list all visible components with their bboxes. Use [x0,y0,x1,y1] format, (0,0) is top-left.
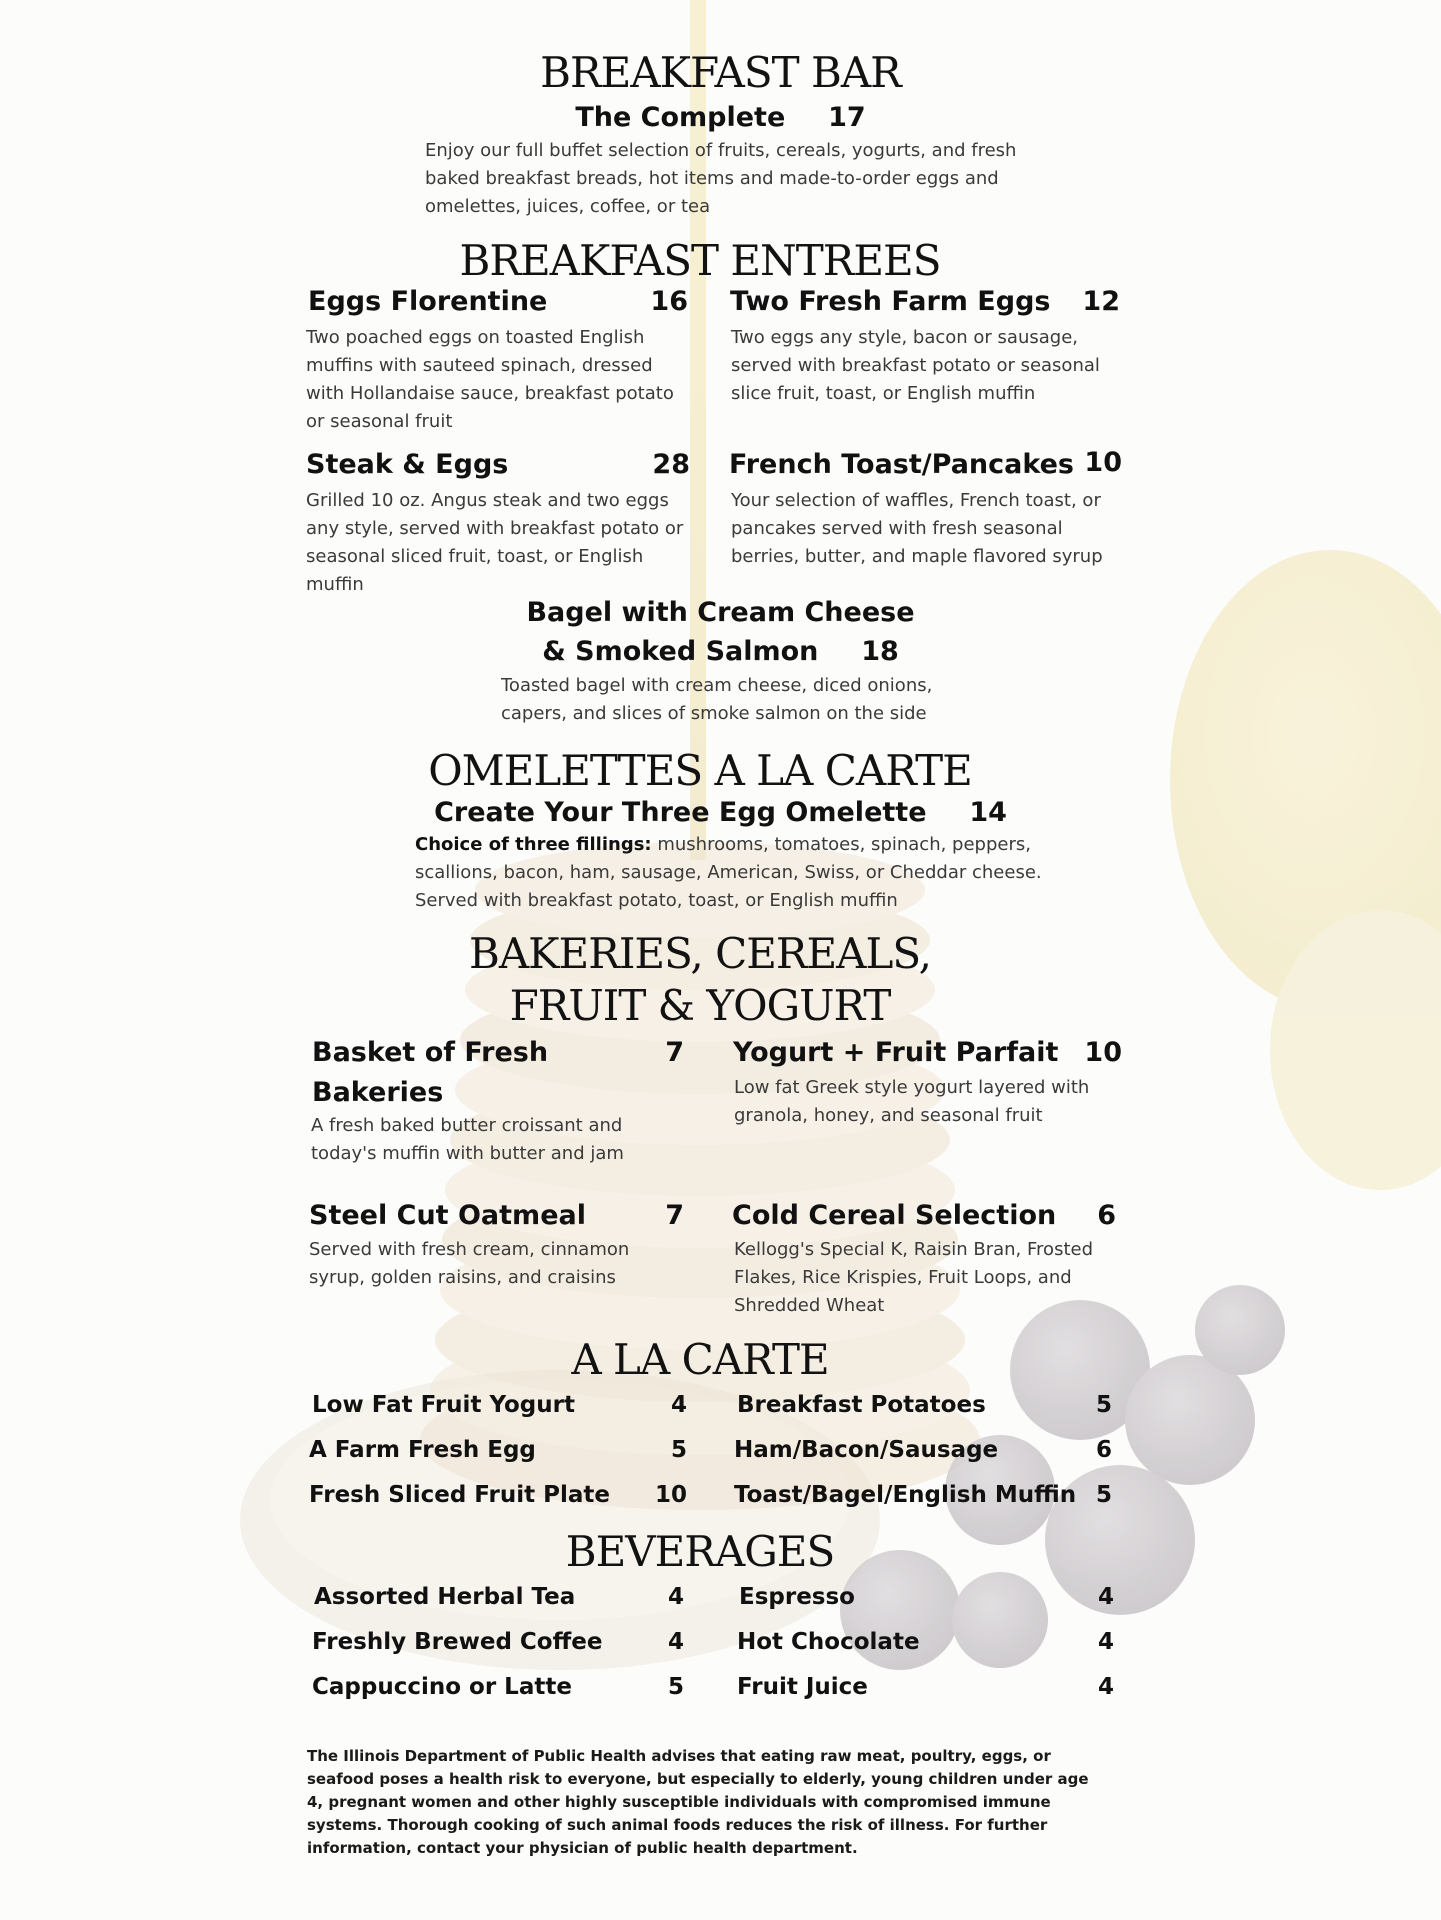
item-name-french-toast-pancakes: French Toast/Pancakes [729,449,1074,480]
fillings-text: mushrooms, tomatoes, spinach, peppers, scallions, bacon, ham, sausage, American, Swiss, or Cheddar cheese. Served with breakfast potato, toast, or English muffin [415,834,1042,911]
item-price-fruit-juice: 4 [1097,1674,1114,1700]
item-name-eggs-florentine: Eggs Florentine [308,286,548,317]
item-price-breakfast-potatoes: 5 [1095,1392,1112,1418]
item-name-breakfast-potatoes: Breakfast Potatoes [737,1392,986,1418]
item-price-steel-cut-oatmeal: 7 [665,1200,684,1231]
item-name-steak-and-eggs: Steak & Eggs [306,449,509,480]
section-title-omelettes: OMELETTES A LA CARTE [428,746,972,795]
item-price-toast-bagel-muffin: 5 [1095,1482,1112,1508]
item-description: Enjoy our full buffet selection of fruits, cereals, yogurts, and fresh baked breakfast breads, hot items and made-to-order eggs and omelettes, juices, coffee, or tea [425,140,1017,217]
item-price-farm-fresh-egg: 5 [670,1437,687,1463]
item-price-low-fat-yogurt: 4 [670,1392,687,1418]
item-price: 18 [861,636,899,667]
item-name-brewed-coffee: Freshly Brewed Coffee [312,1629,603,1655]
item-price-yogurt-parfait: 10 [1084,1037,1122,1068]
item-name-hot-chocolate: Hot Chocolate [737,1629,920,1655]
item-price: 14 [969,797,1007,828]
health-disclaimer: The Illinois Department of Public Health advises that eating raw meat, poultry, eggs, or seafood poses a health risk to everyone, but especially to elderly, young children under age 4, pregnant women and other highly susceptible individuals with compromised immune systems. Thorough cooking of such animal foods reduces the risk of illness. For further information, contact your physician of public health department. [307,1747,1089,1857]
item-name-bagel-line1: Bagel with Cream Cheese [526,597,915,628]
item-name-farm-fresh-egg: A Farm Fresh Egg [309,1437,536,1463]
item-description-eggs-florentine: Two poached eggs on toasted English muffins with sauteed spinach, dressed with Hollandaise sauce, breakfast potato or seasonal fruit [306,327,674,432]
item-price-fruit-plate: 10 [654,1482,687,1508]
item-name-toast-bagel-muffin: Toast/Bagel/English Muffin [734,1482,1077,1508]
item-name-basket-line1: Basket of Fresh [312,1037,549,1068]
item-name: & Smoked Salmon [542,636,819,667]
section-title-beverages: BEVERAGES [565,1527,835,1576]
item-the-complete [0,102,1441,134]
item-price-espresso: 4 [1097,1584,1114,1610]
item-description-cold-cereal: Kellogg's Special K, Raisin Bran, Frosted Flakes, Rice Krispies, Fruit Loops, and Shredded Wheat [734,1239,1093,1316]
item-price-french-toast-pancakes: 10 [1084,447,1122,478]
item-name-bagel-line2 [0,636,1441,668]
item-name-herbal-tea: Assorted Herbal Tea [314,1584,576,1610]
item-name: Create Your Three Egg Omelette [434,797,927,828]
section-title-bakeries-line2: FRUIT & YOGURT [509,981,891,1030]
item-name-low-fat-yogurt: Low Fat Fruit Yogurt [312,1392,575,1418]
section-title-a-la-carte: A LA CARTE [571,1335,829,1384]
item-price-cappuccino-latte: 5 [667,1674,684,1700]
item-description-yogurt-parfait: Low fat Greek style yogurt layered with granola, honey, and seasonal fruit [734,1077,1090,1126]
item-name-two-fresh-farm-eggs: Two Fresh Farm Eggs [730,286,1051,317]
item-price-eggs-florentine: 16 [650,286,688,317]
item-description-basket: A fresh baked butter croissant and today's muffin with butter and jam [311,1115,624,1164]
item-name-cappuccino-latte: Cappuccino or Latte [312,1674,572,1700]
item-price-ham-bacon-sausage: 6 [1095,1437,1112,1463]
item-price-steak-and-eggs: 28 [652,449,690,480]
item-price-basket: 7 [665,1037,684,1068]
item-name-yogurt-parfait: Yogurt + Fruit Parfait [733,1037,1059,1068]
item-price: 17 [828,102,866,133]
item-description-bagel: Toasted bagel with cream cheese, diced onions, capers, and slices of smoke salmon on the side [501,675,933,724]
item-description-steak-and-eggs: Grilled 10 oz. Angus steak and two eggs any style, served with breakfast potato or seasonal sliced fruit, toast, or English muffin [306,490,684,595]
item-name-cold-cereal: Cold Cereal Selection [732,1200,1057,1231]
item-price-two-fresh-farm-eggs: 12 [1082,286,1120,317]
item-create-omelette [0,797,1441,829]
item-description-steel-cut-oatmeal: Served with fresh cream, cinnamon syrup, golden raisins, and craisins [309,1239,630,1288]
item-price-brewed-coffee: 4 [667,1629,684,1655]
fillings-label: Choice of three fillings: [415,834,652,855]
item-name-fruit-plate: Fresh Sliced Fruit Plate [309,1482,610,1508]
item-price-hot-chocolate: 4 [1097,1629,1114,1655]
item-description-omelette [415,831,1045,915]
item-name-ham-bacon-sausage: Ham/Bacon/Sausage [734,1437,999,1463]
item-price-herbal-tea: 4 [667,1584,684,1610]
section-title-breakfast-entrees: BREAKFAST ENTREES [459,236,941,285]
item-name-fruit-juice: Fruit Juice [737,1674,868,1700]
item-description-two-fresh-farm-eggs: Two eggs any style, bacon or sausage, served with breakfast potato or seasonal slice fruit, toast, or English muffin [731,327,1100,404]
item-price-cold-cereal: 6 [1097,1200,1116,1231]
item-name-steel-cut-oatmeal: Steel Cut Oatmeal [309,1200,586,1231]
section-title-bakeries-line1: BAKERIES, CEREALS, [468,929,931,978]
section-title-breakfast-bar: BREAKFAST BAR [540,48,901,97]
item-name-basket-line2: Bakeries [312,1077,444,1108]
item-name: The Complete [575,102,786,133]
item-name-espresso: Espresso [739,1584,855,1610]
item-description-french-toast-pancakes: Your selection of waffles, French toast, or pancakes served with fresh seasonal berries, butter, and maple flavored syrup [731,490,1103,567]
